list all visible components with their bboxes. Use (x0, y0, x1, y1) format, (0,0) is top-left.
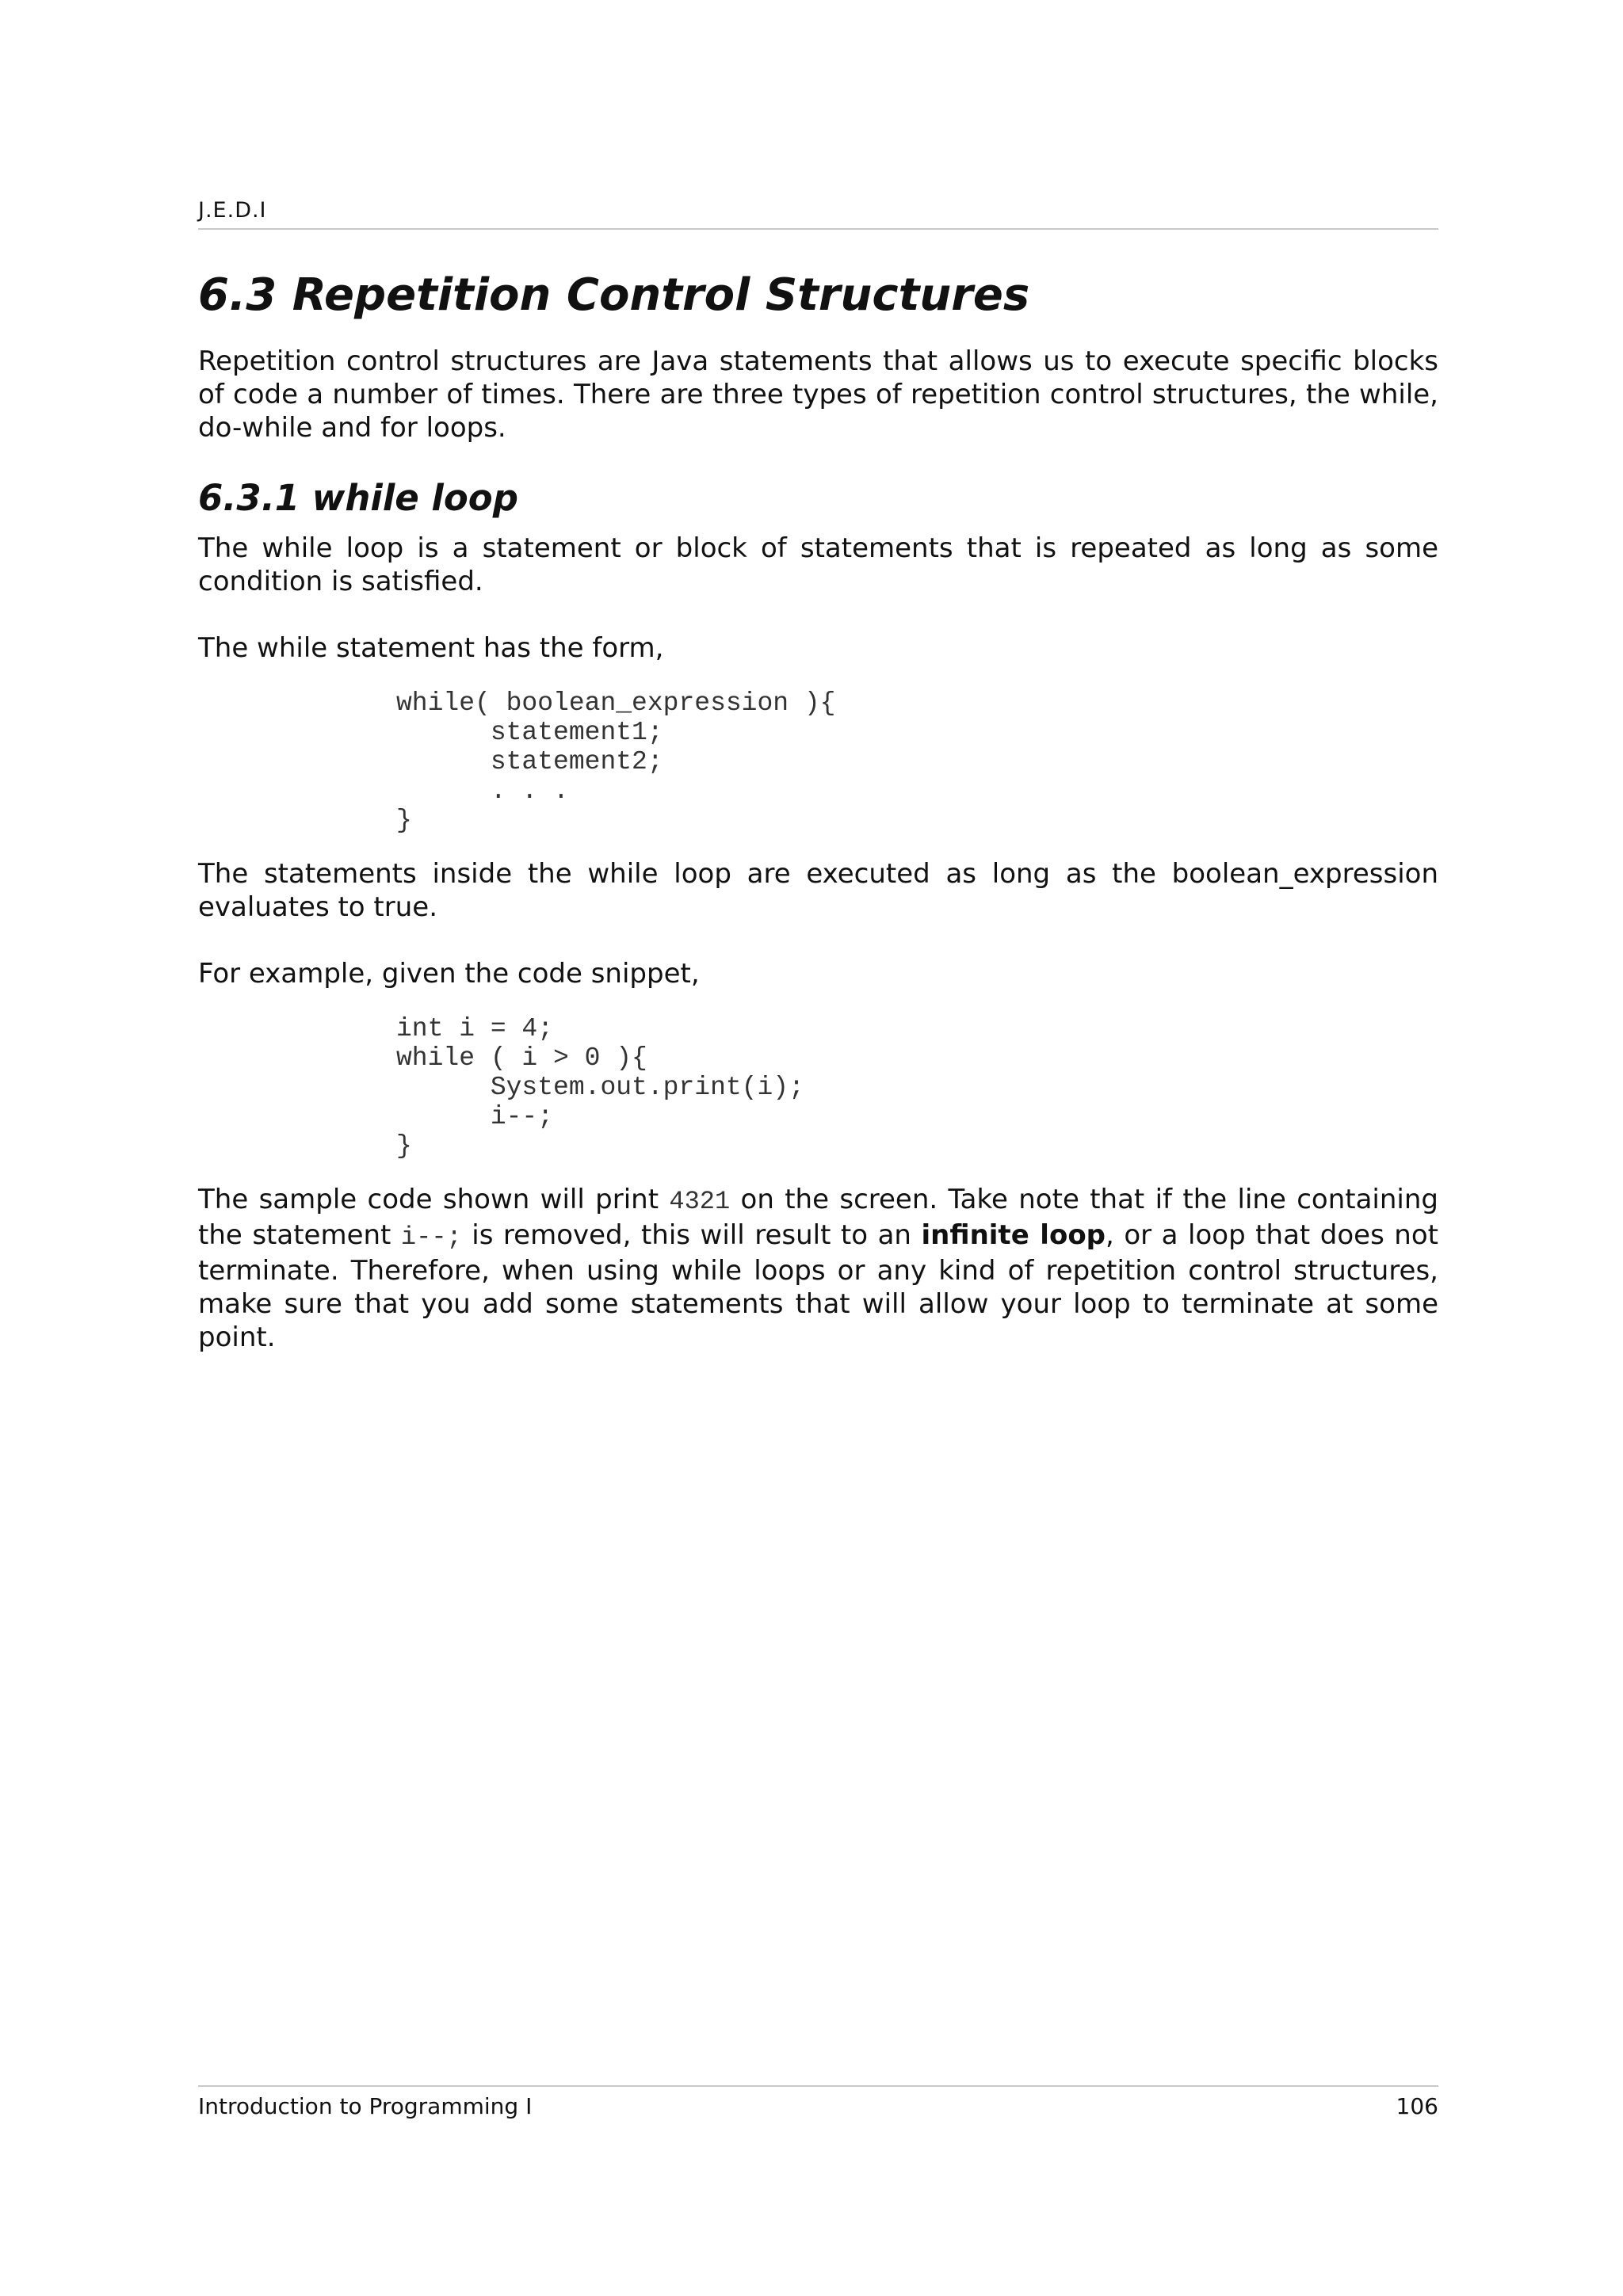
code-line: int i = 4; (396, 1014, 554, 1043)
code-line: } (396, 1131, 412, 1161)
while-execution-text: The statements inside the while loop are executed as long as the boolean_expression evaluates to true. (198, 858, 1438, 923)
while-syntax-code-block (396, 688, 1438, 835)
text-fragment: is removed, this will result to an (461, 1219, 922, 1251)
page-content (198, 265, 1438, 1354)
inline-code-decrement: i--; (400, 1222, 462, 1252)
code-line: while( boolean_expression ){ (396, 688, 836, 718)
code-line: i--; (396, 1102, 554, 1131)
text-fragment: The sample code shown will print (198, 1184, 670, 1215)
example-code-block (396, 1014, 1438, 1161)
text-fragment: , or a loop that does not terminate. Therefore, when using while loops or any kind of repetition control structures, make sure that you add some statements that will allow your loop to terminate at some point. (198, 1219, 1438, 1353)
code-line: statement2; (396, 747, 663, 776)
example-explanation (198, 1183, 1438, 1354)
text-fragment: on the screen. Take note that if the line containing the statement (198, 1184, 1438, 1251)
inline-code-output: 4321 (669, 1187, 731, 1216)
while-form-intro: The while statement has the form, (198, 632, 664, 664)
while-loop-definition: The while loop is a statement or block of statements that is repeated as long as some condition is satisfied. (198, 532, 1438, 597)
footer-book-title: Introduction to Programming I (198, 2093, 533, 2119)
code-line: statement1; (396, 718, 663, 747)
page-number: 106 (1396, 2093, 1438, 2119)
header-title: J.E.D.I (198, 198, 267, 223)
page-header (198, 198, 1438, 230)
code-line: System.out.print(i); (396, 1073, 804, 1102)
code-line: while ( i > 0 ){ (396, 1043, 647, 1073)
document-page (198, 0, 1438, 2296)
example-intro: For example, given the code snippet, (198, 958, 700, 990)
section-intro: Repetition control structures are Java statements that allows us to execute specific blocks of code a number of times. There are three types of repetition control structures, the while, do-while and for loops. (198, 345, 1438, 444)
code-line: } (396, 806, 412, 835)
page-footer (198, 2085, 1438, 2119)
bold-term: infinite loop (921, 1219, 1106, 1251)
code-line: . . . (396, 776, 569, 806)
section-heading: 6.3 Repetition Control Structures (198, 269, 1030, 321)
subsection-heading: 6.3.1 while loop (198, 477, 518, 519)
